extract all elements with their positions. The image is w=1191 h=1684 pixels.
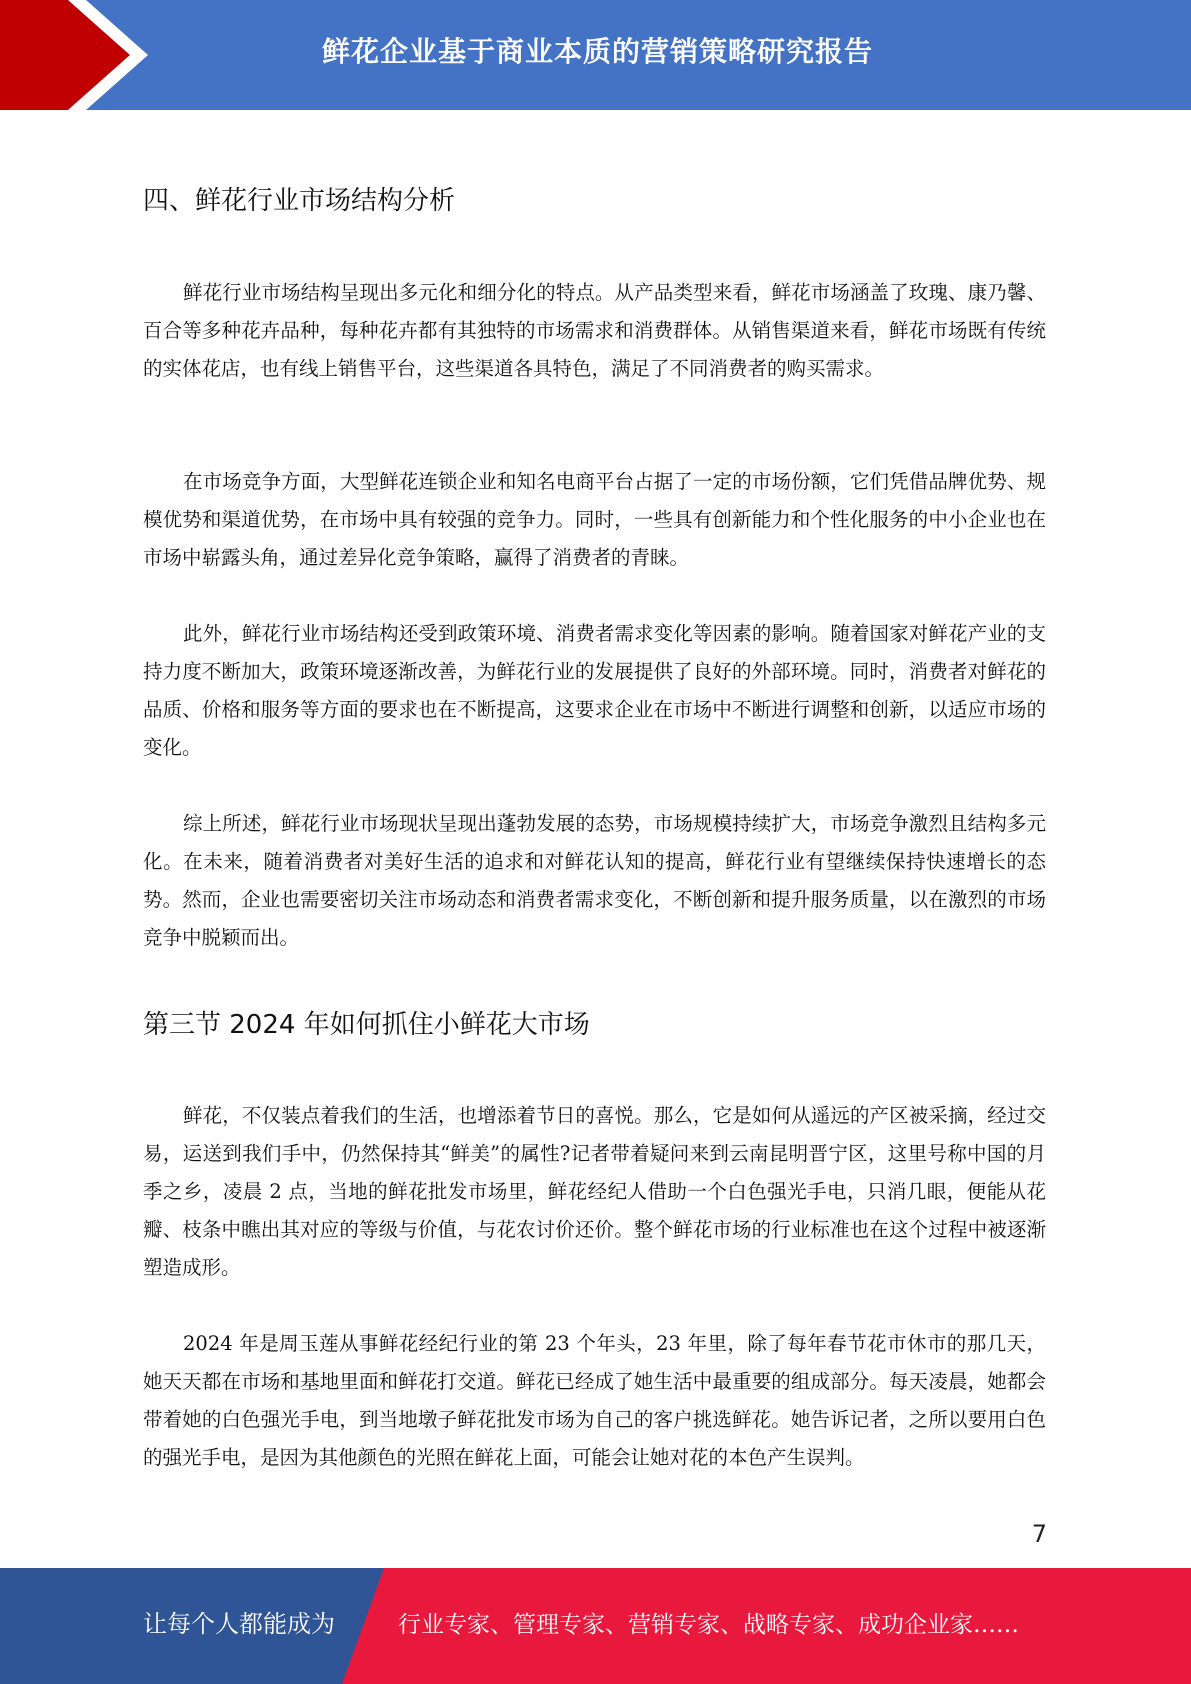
header-title: 鲜花企业基于商业本质的营销策略研究报告	[322, 35, 874, 68]
paragraph: 综上所述，鲜花行业市场现状呈现出蓬勃发展的态势，市场规模持续扩大，市场竞争激烈且结构多元化。在未来，随着消费者对美好生活的追求和对鲜花认知的提高，鲜花行业有望继续保持快速增长的态势。然而，企业也需要密切关注市场动态和消费者需求变化，不断创新和提升服务质量，以在激烈的市场竞争中脱颖而出。	[143, 812, 1046, 949]
section-heading-market-structure: 四、鲜花行业市场结构分析	[143, 186, 456, 216]
paragraph: 鲜花，不仅装点着我们的生活，也增添着节日的喜悦。那么，它是如何从遥远的产区被采摘，经过交易，运送到我们手中，仍然保持其“鲜美”的属性?记者带着疑问来到云南昆明晋宁区，这里号称中国的月季之乡，凌晨 2 点，当地的鲜花批发市场里，鲜花经纪人借助一个白色强光手电，只消几眼，便能从花瓣、枝条中瞧出其对应的等级与价值，与花农讨价还价。整个鲜花市场的行业标准也在这个过程中被逐渐塑造成形。	[143, 1104, 1046, 1279]
page-footer	[0, 1568, 1191, 1684]
paragraph: 此外，鲜花行业市场结构还受到政策环境、消费者需求变化等因素的影响。随着国家对鲜花产业的支持力度不断加大，政策环境逐渐改善，为鲜花行业的发展提供了良好的外部环境。同时，消费者对鲜花的品质、价格和服务等方面的要求也在不断提高，这要求企业在市场中不断进行调整和创新，以适应市场的变化。	[143, 622, 1046, 759]
paragraph: 2024 年是周玉莲从事鲜花经纪行业的第 23 个年头，23 年里，除了每年春节花市休市的那几天，她天天都在市场和基地里面和鲜花打交道。鲜花已经成了她生活中最重要的组成部分。每天凌晨，她都会带着她的白色强光手电，到当地墩子鲜花批发市场为自己的客户挑选鲜花。她告诉记者，之所以要用白色的强光手电，是因为其他颜色的光照在鲜花上面，可能会让她对花的本色产生误判。	[143, 1332, 1046, 1469]
paragraph: 鲜花行业市场结构呈现出多元化和细分化的特点。从产品类型来看，鲜花市场涵盖了玫瑰、康乃馨、百合等多种花卉品种，每种花卉都有其独特的市场需求和消费群体。从销售渠道来看，鲜花市场既有传统的实体花店，也有线上销售平台，这些渠道各具特色，满足了不同消费者的购买需求。	[143, 281, 1046, 380]
page-number: 7	[1031, 1520, 1047, 1548]
section-heading-2024-market: 第三节 2024 年如何抓住小鲜花大市场	[143, 1010, 590, 1040]
page-header	[0, 0, 1191, 110]
header-chevron-decoration	[0, 0, 160, 110]
header-chevron-red	[0, 0, 130, 110]
footer-slogan: 让每个人都能成为	[143, 1610, 335, 1638]
footer-roles: 行业专家、管理专家、营销专家、战略专家、成功企业家……	[398, 1612, 1019, 1638]
paragraph: 在市场竞争方面，大型鲜花连锁企业和知名电商平台占据了一定的市场份额，它们凭借品牌优势、规模优势和渠道优势，在市场中具有较强的竞争力。同时，一些具有创新能力和个性化服务的中小企业也在市场中崭露头角，通过差异化竞争策略，赢得了消费者的青睐。	[143, 470, 1046, 569]
